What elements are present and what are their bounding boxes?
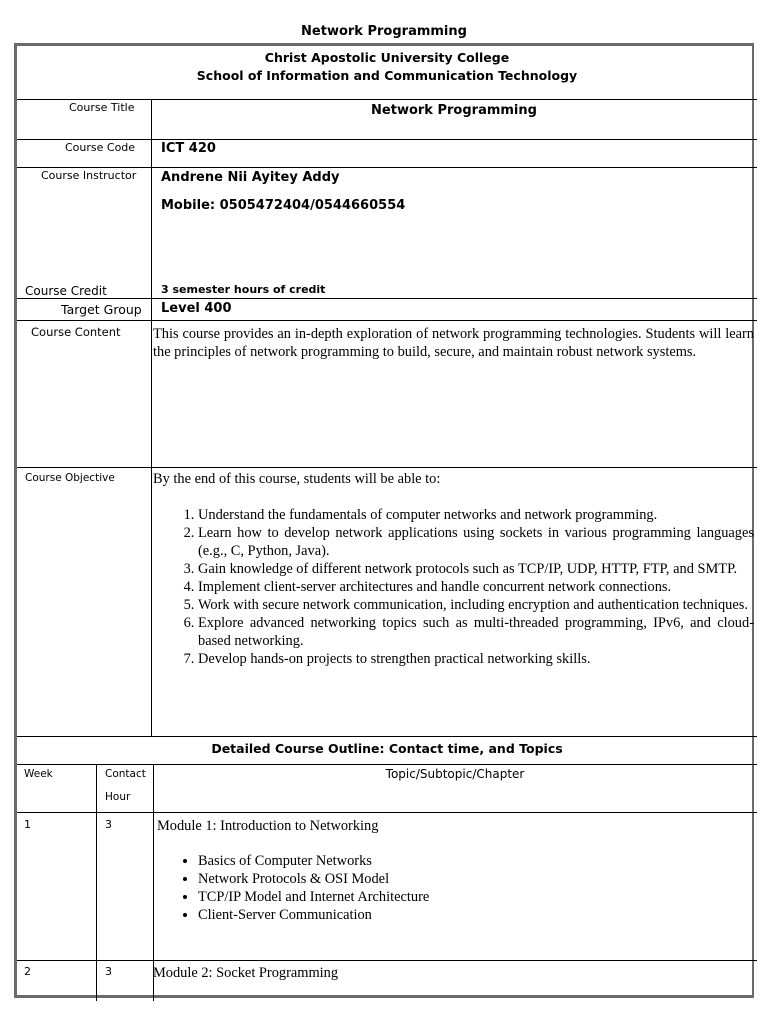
module-title: Module 2: Socket Programming — [153, 965, 339, 981]
institution-name: Christ Apostolic University College — [264, 50, 510, 65]
course-code-value: ICT 420 — [161, 141, 216, 156]
course-instructor-label: Course Instructor — [41, 169, 137, 182]
course-title-label: Course Title — [69, 101, 135, 114]
objective-item: 3. Gain knowledge of different network protocols such as TCP/IP, UDP, HTTP, FTP, and SMTP. — [198, 560, 754, 578]
topic-header: Topic/Subtopic/Chapter — [385, 767, 525, 781]
objective-item: 5. Work with secure network communication, including encryption and authentication techniques. — [198, 596, 754, 614]
contact-hour-header-line1: Contact — [105, 768, 146, 780]
course-objective-label: Course Objective — [25, 472, 115, 484]
contact-hour-cell: 3 — [105, 818, 112, 831]
objectives-list — [153, 506, 754, 668]
target-group-value: Level 400 — [161, 301, 232, 316]
week-cell: 1 — [24, 818, 31, 831]
document-title: Network Programming — [301, 24, 467, 39]
contact-hour-header-line2: Hour — [105, 791, 131, 803]
course-content-value: This course provides an in-depth exploration of network programming technologies. Students will learn the principles of network programming to build, secure, and maintain robust network systems. — [153, 326, 754, 360]
contact-hour-cell: 3 — [105, 965, 112, 978]
course-instructor-mobile: Mobile: 0505472404/0544660554 — [161, 198, 406, 213]
objective-item: 1. Understand the fundamentals of computer networks and network programming. — [198, 506, 754, 524]
course-title-value: Network Programming — [371, 103, 537, 118]
target-group-label: Target Group — [61, 302, 142, 317]
outline-title: Detailed Course Outline: Contact time, and Topics — [211, 741, 563, 756]
topic-item: • TCP/IP Model and Internet Architecture — [198, 888, 713, 906]
course-objective-intro: By the end of this course, students will be able to: — [153, 471, 441, 487]
course-content-label: Course Content — [31, 325, 121, 339]
objective-item: 4. Implement client-server architectures and handle concurrent network connections. — [198, 578, 754, 596]
topic-item: • Basics of Computer Networks — [198, 852, 713, 870]
course-instructor-name: Andrene Nii Ayitey Addy — [161, 170, 340, 185]
topic-item: • Client-Server Communication — [198, 906, 713, 924]
objective-item: 6. Explore advanced networking topics such as multi-threaded programming, IPv6, and cloud-based networking. — [198, 614, 754, 650]
course-code-label: Course Code — [65, 141, 136, 154]
course-credit-value: 3 semester hours of credit — [161, 283, 326, 296]
week-cell: 2 — [24, 965, 31, 978]
module-topics-list — [153, 852, 713, 924]
objective-item: 2. Learn how to develop network applications using sockets in various programming languages (e.g., C, Python, Java). — [198, 524, 754, 560]
school-name: School of Information and Communication Technology — [196, 68, 578, 83]
topic-item: • Network Protocols & OSI Model — [198, 870, 713, 888]
week-header: Week — [24, 768, 53, 780]
objective-item: 7. Develop hands-on projects to strengthen practical networking skills. — [198, 650, 754, 668]
course-outline-table — [14, 43, 754, 998]
course-credit-label: Course Credit — [25, 284, 107, 298]
module-title: Module 1: Introduction to Networking — [157, 818, 379, 834]
